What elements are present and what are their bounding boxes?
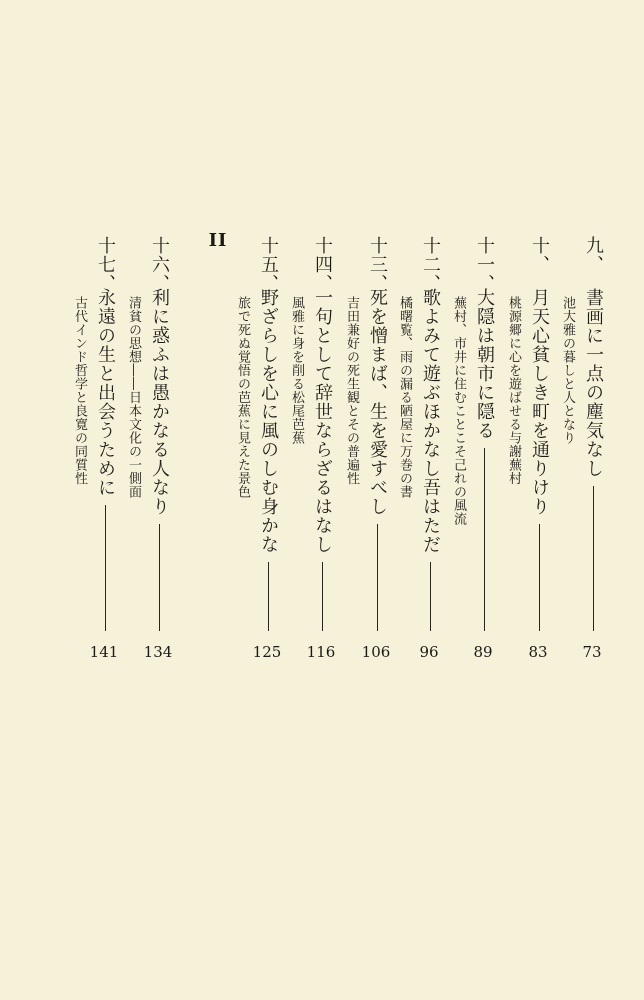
chapter-subtitle: 蕪村、市井に住むことこそ己れの風流 [451, 296, 466, 526]
toc-entry[interactable] [229, 236, 283, 661]
page-number: 134 [143, 643, 173, 661]
chapter-title: 死を憎まば、生を愛すべし [367, 288, 388, 516]
leader-line [593, 486, 594, 631]
chapter-number: 十五、 [258, 236, 279, 293]
chapter-subtitle: 清貧の思想――日本文化の一側面 [126, 296, 141, 499]
part-heading: II [208, 230, 228, 251]
chapter-subtitle: 風雅に身を削る松尾芭蕉 [289, 296, 304, 445]
page-number: 83 [528, 643, 548, 661]
chapter-title: 利に惑ふは愚かなる人なり [149, 288, 170, 516]
leader-line [322, 562, 323, 631]
chapter-number: 九、 [583, 236, 604, 274]
chapter-subtitle: 池大雅の暮しと人となり [560, 296, 575, 445]
chapter-title: 月天心貧しき町を通りけり [529, 288, 550, 516]
toc-entry[interactable] [283, 236, 337, 661]
toc-entry[interactable] [554, 236, 608, 661]
chapter-number: 十二、 [420, 236, 441, 293]
chapter-number: 十四、 [312, 236, 333, 293]
chapter-title: 野ざらしを心に風のしむ身かな [258, 288, 279, 554]
leader-line [105, 505, 106, 631]
page-number: 106 [361, 643, 391, 661]
toc-entry[interactable] [338, 236, 392, 661]
leader-line [377, 524, 378, 631]
chapter-number: 十六、 [149, 236, 170, 293]
page-number: 125 [252, 643, 282, 661]
toc-entry[interactable] [120, 236, 174, 661]
chapter-number: 十、 [529, 236, 550, 274]
page-number: 89 [473, 643, 493, 661]
chapter-title: 書画に一点の塵気なし [583, 288, 604, 478]
leader-line [430, 562, 431, 631]
chapter-title: 一句として辞世ならざるはなし [312, 288, 333, 554]
leader-line [159, 524, 160, 631]
chapter-subtitle: 吉田兼好の死生観とその普遍性 [344, 296, 359, 485]
page-number: 96 [419, 643, 439, 661]
toc-entry[interactable] [66, 236, 120, 661]
chapter-number: 十七、 [95, 236, 116, 293]
toc-entry[interactable] [445, 236, 499, 661]
chapter-subtitle: 橘曙覧、雨の漏る陋屋に万巻の書 [397, 296, 412, 499]
chapter-subtitle: 桃源郷に心を遊ばせる与謝蕪村 [506, 296, 521, 485]
toc-entry[interactable] [500, 236, 554, 661]
chapter-title: 永遠の生と出会うために [95, 288, 116, 497]
chapter-number: 十三、 [367, 236, 388, 293]
chapter-subtitle: 古代インド哲学と良寛の同質性 [72, 296, 87, 485]
page-number: 141 [89, 643, 119, 661]
leader-line [268, 562, 269, 631]
chapter-subtitle: 旅で死ぬ覚悟の芭蕉に見えた景色 [235, 296, 250, 499]
leader-line [539, 524, 540, 631]
chapter-title: 歌よみて遊ぶほかなし吾はただ [420, 288, 441, 554]
chapter-title: 大隠は朝市に隠る [474, 288, 495, 440]
leader-line [484, 448, 485, 631]
page-number: 116 [306, 643, 336, 661]
page-number: 73 [582, 643, 602, 661]
chapter-number: 十一、 [474, 236, 495, 293]
toc-entry[interactable] [391, 236, 445, 661]
